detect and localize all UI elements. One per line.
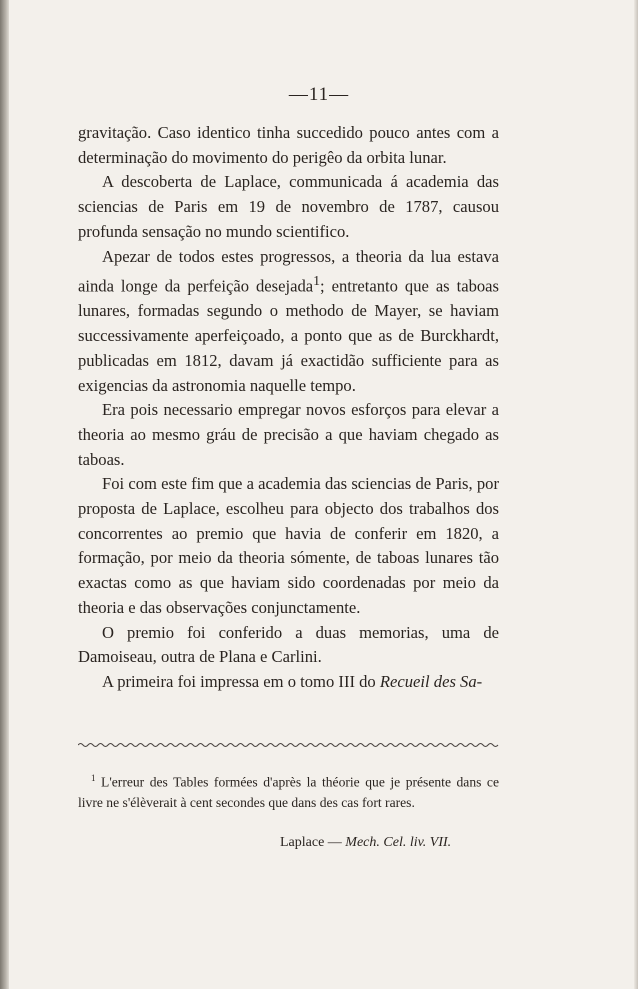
paragraph-1: gravitação. Caso identico tinha succedido pouco antes com a determinação do movimento do perigêo da orbita lunar.	[78, 123, 499, 167]
paragraph-3	[78, 245, 499, 399]
footnote-mark: 1	[91, 773, 96, 783]
page-gutter-shadow	[0, 0, 9, 989]
footnote-text: L'erreur des Tables formées d'après la théorie que je présente dans ce livre ne s'élèverait à cent secondes que dans des cas fort rares.	[78, 774, 499, 811]
paragraph-6: O premio foi conferido a duas memorias, uma de Damoiseau, outra de Plana e Carlini.	[78, 622, 499, 667]
body-text	[78, 121, 499, 695]
page-edge	[634, 0, 638, 989]
paragraph-2: A descoberta de Laplace, communicada á academia das sciencias de Paris em 19 de novembro de 1787, causou profunda sensação no mundo scientifico.	[78, 172, 499, 241]
footnote-attribution	[280, 835, 451, 851]
paragraph-7-italic-title: Recueil des Sa-	[379, 672, 483, 691]
paragraph-3-text-b: ; entretanto que as taboas lunares, formadas segundo o methodo de Mayer, se haviam successivamente aperfeiçoado, a ponto que as de Burckhardt, publicadas em 1812, davam já exactidão sufficiente para as exigencias da astronomia naquelle tempo.	[78, 276, 499, 395]
paragraph-7-text: A primeira foi impressa em o tomo III do	[102, 672, 380, 691]
paragraph-7	[78, 670, 499, 695]
page-number: —11—	[288, 84, 350, 105]
footnote	[78, 768, 499, 814]
footnote-separator	[78, 741, 499, 749]
paragraph-3-text-a: Apezar de todos estes progressos, a theoria da lua estava ainda longe da perfeição desejada	[78, 246, 499, 296]
footnote-text-line	[78, 768, 499, 814]
paragraph-5: Foi com este fim que a academia das sciencias de Paris, por proposta de Laplace, escolheu para objecto dos trabalhos dos concorrentes ao premio que havia de conferir em 1820, a formação, por meio da theoria sómente, de taboas lunares tão exactas como as que haviam sido coordenadas por meio da theoria e das observações conjunctamente.	[78, 474, 499, 617]
attribution-author: Laplace —	[280, 835, 342, 850]
paragraph-4: Era pois necessario empregar novos esforços para elevar a theoria ao mesmo gráu de precisão a que haviam chegado as taboas.	[78, 400, 499, 469]
footnote-reference: 1	[313, 273, 321, 289]
attribution-work: Mech. Cel. liv. VII.	[345, 835, 452, 850]
